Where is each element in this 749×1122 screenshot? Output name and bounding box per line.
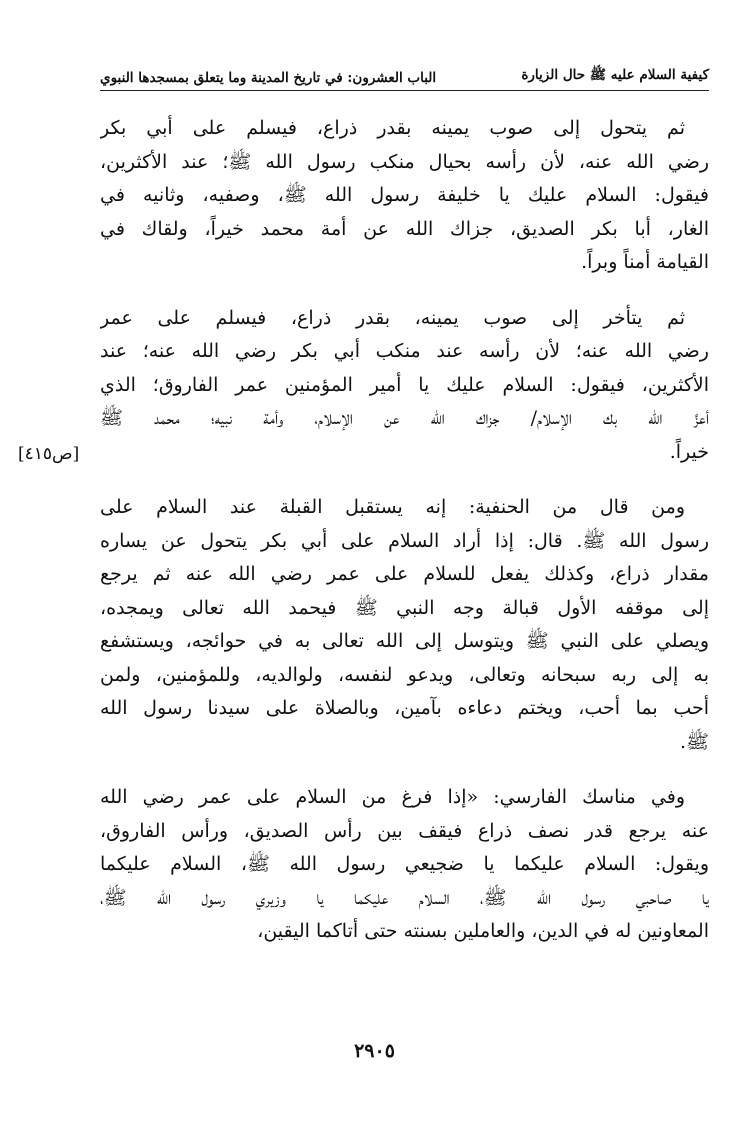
- text-line: أحب بما أحب، ويختم دعاءه بآمين، وبالصلاة على سيدنا رسول الله: [100, 697, 709, 719]
- text-line: المعاونين له في الدين، والعاملين بسنته حتى أتاكما اليقين،: [257, 920, 709, 942]
- paragraph-1: [100, 112, 709, 280]
- text-line: به إلى ربه سبحانه وتعالى، ويدعو لنفسه، ولوالديه، وللمؤمنين، ولمن: [100, 663, 709, 686]
- text-line: الغار، أبا بكر الصديق، جزاك الله عن أمة محمد خيراً، ولقاك في: [100, 217, 709, 240]
- text-line: وفي مناسك الفارسي: «إذا فرغ من السلام على عمر رضي الله: [100, 786, 685, 808]
- text-line: ويقول: السلام عليكما يا ضجيعي رسول الله ﷺ، السلام عليكما: [100, 853, 709, 875]
- text-line: رضي الله عنه؛ لأن رأسه عند منكب أبي بكر رضي الله عنه؛ عند: [100, 340, 709, 362]
- body-text: [100, 112, 709, 971]
- text-line: مقدار ذراع، وكذلك يفعل للسلام على عمر رضي الله عنه ثم يرجع: [100, 563, 709, 585]
- text-line: ثم يتأخر إلى صوب يمينه، بقدر ذراع، فيسلم على عمر: [100, 306, 685, 329]
- text-line: خيراً.: [669, 440, 709, 463]
- paragraph-4: [100, 781, 709, 949]
- text-line: إلى موقفه الأول قبالة وجه النبي ﷺ فيحمد الله تعالى ويمجده،: [100, 596, 709, 619]
- text-line: ثم يتحول إلى صوب يمينه بقدر ذراع، فيسلم على أبي بكر: [100, 117, 685, 139]
- text-line: ويصلي على النبي ﷺ ويتوسل إلى الله تعالى به في حوائجه، ويستشفع: [100, 630, 709, 652]
- text-line: رضي الله عنه، لأن رأسه بحيال منكب رسول الله ﷺ؛ عند الأكثرين،: [100, 150, 709, 173]
- text-line: ومن قال من الحنفية: إنه يستقبل القبلة عند السلام على: [100, 496, 685, 518]
- text-line: القيامة أمناً وبراً.: [581, 251, 709, 273]
- text-line: رسول الله ﷺ. قال: إذا أراد السلام على أبي بكر يتحول عن يساره: [100, 529, 709, 552]
- paragraph-2: [100, 302, 709, 470]
- text-line: يا صاحبي رسول الله ﷺ، السلام عليكما يا وزيري رسول الله ﷺ،: [100, 886, 709, 909]
- header-chapter-title: كيفية السلام عليه ﷺ حال الزيارة: [521, 67, 709, 83]
- text-line: عنه يرجع قدر نصف ذراع فيقف بين رأس الصديق، ورأس الفاروق،: [100, 819, 709, 842]
- text-line: فيقول: السلام عليك يا خليفة رسول الله ﷺ، وصفيه، وثانيه في: [100, 184, 709, 206]
- page-number: ٢٩٠٥: [354, 1040, 395, 1062]
- text-line: الأكثرين، فيقول: السلام عليك يا أمير المؤمنين عمر الفاروق؛ الذي: [100, 373, 709, 396]
- running-header: [100, 58, 709, 86]
- page-reference-note: [ص٤١٥]: [18, 444, 80, 464]
- text-line: ﷺ.: [680, 730, 709, 753]
- header-divider: [100, 90, 709, 91]
- paragraph-3: [100, 491, 709, 759]
- text-line: أعزَّ الله بك الإسلام/ جزاك الله عن الإسلام، وأمة نبيه؛ محمد ﷺ: [100, 407, 709, 429]
- header-section-title: الباب العشرون: في تاريخ المدينة وما يتعلق بمسجدها النبوي: [100, 70, 437, 86]
